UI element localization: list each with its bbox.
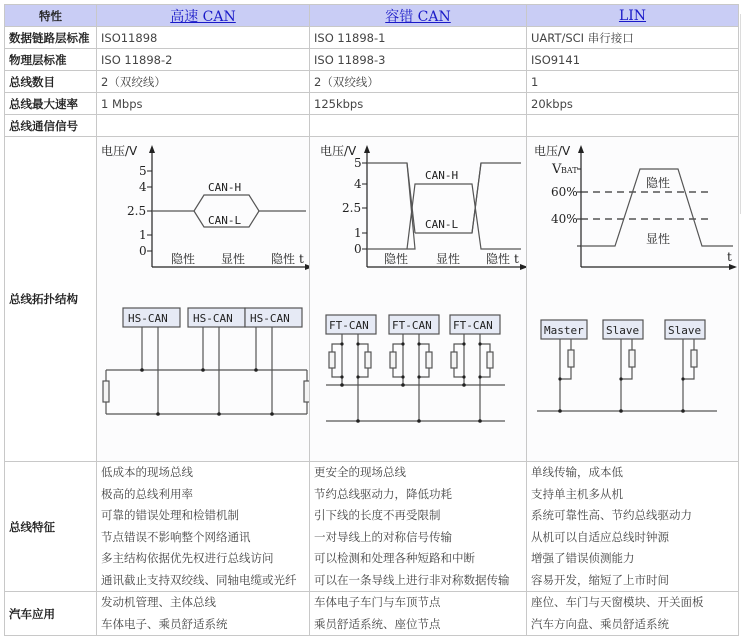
ft-can-node-3 — [450, 315, 500, 334]
lin-link[interactable]: LIN — [618, 7, 647, 24]
feature-item: 通讯截止支持双绞线、同轴电缆或光纤 — [101, 572, 297, 587]
feature-item: 一对导线上的对称信号传输 — [314, 529, 452, 544]
hs-can-diagram — [101, 137, 310, 458]
cell: ISO11898 — [97, 27, 310, 49]
cell: 1 Mbps — [97, 93, 310, 115]
svg-text:1: 1 — [139, 228, 147, 242]
lin-slave-node-1 — [603, 320, 643, 339]
feature-item: 更安全的现场总线 — [314, 465, 406, 479]
topology-row — [5, 137, 739, 462]
ft-can-applications — [310, 592, 527, 636]
cell: ISO9141 — [527, 49, 739, 71]
features-row — [5, 462, 739, 592]
cell: 2（双绞线） — [310, 71, 527, 93]
svg-text:0: 0 — [354, 242, 362, 256]
hs-can-diagram-cell — [97, 137, 310, 462]
feature-item: 系统可靠性高、节约总线驱动力 — [531, 508, 692, 522]
lin-features — [527, 462, 739, 592]
svg-text:显性: 显性 — [221, 252, 246, 266]
y-axis-label: 电压/V — [101, 144, 138, 158]
cell: 125kbps — [310, 93, 527, 115]
cell: UART/SCI 串行接口 — [527, 27, 739, 49]
svg-text:0: 0 — [139, 244, 147, 258]
hs-can-node-2 — [188, 308, 245, 327]
header-hs-can — [97, 5, 310, 27]
svg-text:HS-CAN: HS-CAN — [128, 312, 168, 325]
svg-text:4: 4 — [139, 180, 147, 194]
svg-text:Master: Master — [544, 324, 584, 337]
header-ft-can — [310, 5, 527, 27]
y-axis-label: 电压/V — [534, 144, 571, 158]
lin-diagram-cell — [527, 137, 739, 462]
hs-can-link[interactable]: 高速 CAN — [170, 8, 236, 25]
feature-item: 可以在一条导线上进行非对称数据传输 — [314, 572, 510, 587]
application-item: 汽车方向盘、乘员舒适系统 — [531, 616, 669, 631]
row-label: 总线最大速率 — [5, 93, 97, 115]
svg-text:Slave: Slave — [668, 324, 702, 337]
row-label: 物理层标准 — [5, 49, 97, 71]
table-row — [5, 71, 739, 93]
row-label-topology: 总线拓扑结构 — [5, 137, 97, 462]
svg-text:V: V — [552, 162, 562, 177]
table-row — [5, 27, 739, 49]
cell — [527, 115, 739, 137]
cell: 2（双绞线） — [97, 71, 310, 93]
cell: ISO 11898-2 — [97, 49, 310, 71]
feature-item: 极高的总线利用率 — [101, 486, 193, 501]
cell — [310, 115, 527, 137]
ft-can-link[interactable]: 容错 CAN — [385, 8, 451, 25]
bus-comparison-table — [4, 4, 739, 636]
header-row — [5, 5, 739, 27]
table-row — [5, 115, 739, 137]
application-item: 发动机管理、主体总线 — [101, 595, 216, 609]
header-feature: 特性 — [5, 5, 97, 27]
page-edge-divider — [740, 14, 741, 214]
svg-text:FT-CAN: FT-CAN — [392, 319, 432, 332]
feature-item: 从机可以自适应总线时钟源 — [531, 529, 669, 544]
svg-text:HS-CAN: HS-CAN — [250, 312, 290, 325]
svg-text:CAN-H: CAN-H — [208, 181, 242, 194]
feature-item: 可靠的错误处理和检错机制 — [101, 508, 239, 522]
svg-text:隐性: 隐性 — [486, 252, 511, 266]
header-lin — [527, 5, 739, 27]
feature-item: 节点错误不影响整个网络通讯 — [101, 529, 251, 544]
svg-text:显性: 显性 — [646, 232, 671, 246]
svg-text:2.5: 2.5 — [127, 204, 147, 218]
cell: ISO 11898-3 — [310, 49, 527, 71]
row-label: 数据链路层标准 — [5, 27, 97, 49]
svg-text:t: t — [299, 252, 304, 266]
hs-can-node-3 — [245, 308, 302, 327]
application-item: 座位、车门与天窗模块、开关面板 — [531, 595, 704, 609]
ft-can-node-2 — [389, 315, 439, 334]
feature-item: 单线传输，成本低 — [531, 465, 623, 479]
ft-can-diagram — [314, 137, 527, 458]
svg-text:显性: 显性 — [436, 252, 461, 266]
svg-text:HS-CAN: HS-CAN — [193, 312, 233, 325]
y-axis-label: 电压/V — [320, 144, 357, 158]
row-label: 总线数目 — [5, 71, 97, 93]
hs-can-applications — [97, 592, 310, 636]
svg-text:t: t — [727, 250, 732, 264]
feature-item: 增强了错误侦测能力 — [531, 551, 635, 565]
svg-text:5: 5 — [354, 156, 362, 170]
svg-text:隐性: 隐性 — [171, 252, 196, 266]
svg-text:BAT: BAT — [561, 166, 578, 175]
feature-item: 引下线的长度不再受限制 — [314, 508, 441, 522]
lin-applications — [527, 592, 739, 636]
lin-slave-node-2 — [665, 320, 705, 339]
svg-text:4: 4 — [354, 177, 362, 191]
lin-master-node — [541, 320, 587, 339]
ft-can-node-1 — [326, 315, 376, 334]
feature-item: 节约总线驱动力，降低功耗 — [314, 486, 452, 501]
svg-text:2.5: 2.5 — [342, 201, 362, 215]
lin-diagram — [531, 137, 739, 458]
svg-text:FT-CAN: FT-CAN — [329, 319, 369, 332]
cell: 1 — [527, 71, 739, 93]
hs-can-node-1 — [123, 308, 180, 327]
feature-item: 可以检测和处理各种短路和中断 — [314, 551, 475, 565]
svg-text:CAN-L: CAN-L — [425, 218, 459, 231]
svg-text:40%: 40% — [551, 212, 578, 226]
row-label-features: 总线特征 — [5, 462, 97, 592]
table-row — [5, 93, 739, 115]
table-row — [5, 49, 739, 71]
svg-text:1: 1 — [354, 226, 362, 240]
hs-can-features — [97, 462, 310, 592]
feature-item: 支持单主机多从机 — [531, 486, 623, 501]
feature-item: 容易开发，缩短了上市时间 — [531, 572, 669, 587]
row-label: 总线通信信号 — [5, 115, 97, 137]
application-item: 车体电子车门与车顶节点 — [314, 595, 441, 609]
application-item: 车体电子、乘员舒适系统 — [101, 616, 228, 631]
svg-text:隐性: 隐性 — [646, 176, 671, 190]
svg-text:Slave: Slave — [606, 324, 640, 337]
svg-text:t: t — [514, 252, 519, 266]
cell: ISO 11898-1 — [310, 27, 527, 49]
svg-text:5: 5 — [139, 164, 147, 178]
svg-text:60%: 60% — [551, 185, 578, 199]
feature-item: 多主结构依据优先权进行总线访问 — [101, 551, 274, 565]
svg-text:CAN-H: CAN-H — [425, 169, 459, 182]
cell: 20kbps — [527, 93, 739, 115]
svg-text:隐性: 隐性 — [271, 252, 296, 266]
feature-item: 低成本的现场总线 — [101, 465, 193, 479]
ft-can-features — [310, 462, 527, 592]
svg-text:隐性: 隐性 — [384, 252, 409, 266]
svg-text:CAN-L: CAN-L — [208, 214, 242, 227]
cell — [97, 115, 310, 137]
row-label-applications: 汽车应用 — [5, 592, 97, 636]
application-item: 乘员舒适系统、座位节点 — [314, 616, 441, 631]
ft-can-diagram-cell — [310, 137, 527, 462]
svg-text:FT-CAN: FT-CAN — [453, 319, 493, 332]
applications-row — [5, 592, 739, 636]
